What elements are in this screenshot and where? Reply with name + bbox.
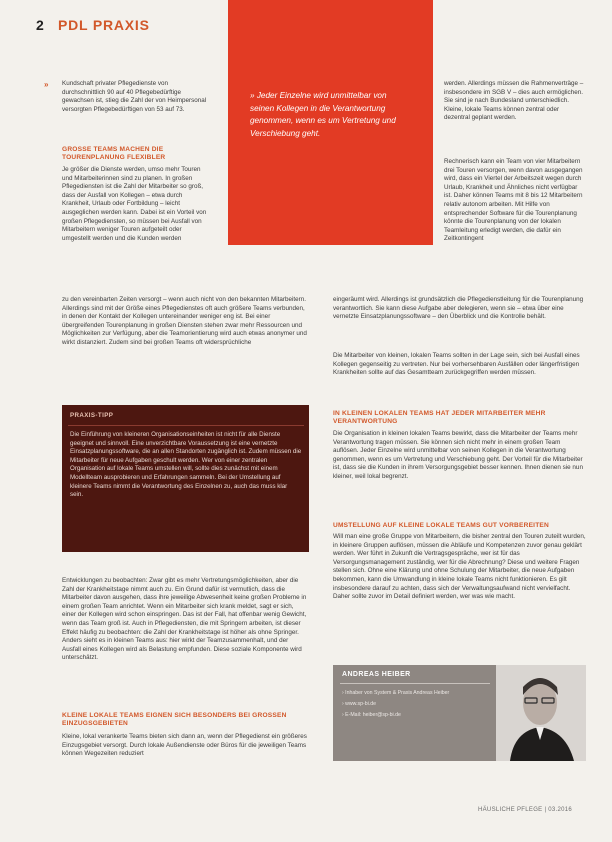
heading-grosse-teams: GROSSE TEAMS MACHEN DIE TOURENPLANUNG FLEXIBLER: [62, 146, 166, 162]
wide-para-2: eingeräumt wird. Allerdings ist grundsätzlich die Pflegedienstleitung für die Tourenplanung verantwortlich. Sie kann diese Aufgabe aber delegieren, wenn sie – etwa über eine vernetzte Einsatzplanungssoftware – den Überblick und die Kontrolle behält.: [333, 296, 584, 321]
section-title: PDL PRAXIS: [58, 17, 150, 33]
page-number: 2: [36, 17, 44, 33]
para-mehr-verantwortung: Die Organisation in kleinen lokalen Teams bewirkt, dass die Mitarbeiter der Teams mehr Verantwortung tragen müssen. Sie können sich nicht mehr in einem großen Team auflösen. Jeder Einzelne wird unmittelbar von seinen Kollegen in die Verantwortung genommen, wenn es um Vertretung und Verschiebung geht. Der Vorteil für die Mitarbeiter ist, dass sie die Kunden in ihrem Versorgungsgebiet besser kennen. Ihnen dienen sie nun kleiner, weil lokal begrenzt.: [333, 430, 583, 480]
col1-para: Je größer die Dienste werden, umso mehr Touren und Mitarbeiterinnen sind zu planen. In großen Pflegediensten ist die Zahl der Mitarbeiter so groß, dass der Ausfall von Kollegen – etwa durch Krankheit, Urlaub oder Fortbildung – leicht ausgeglichen werden kann. Dabei ist ein Vorteil von großen Pflegediensten, so müssen bei Ausfall von Mitarbeitern weniger Touren aufgeteilt oder umgestellt werden und die Kunden werden: [62, 166, 207, 242]
praxis-tipp-heading: PRAXIS-TIPP: [70, 412, 114, 419]
author-portrait: [496, 665, 586, 761]
wide-para-1: zu den vereinbarten Zeiten versorgt – wenn auch nicht von den bekannten Mitarbeitern. Allerdings sind mit der Größe eines Pflegedienstes oft auch größere Teams verbunden, in denen der Kontakt der Kollegen untereinander weniger eng ist. Bei einer übergreifenden Tourenplanung in großen Diensten stehen zwar mehr Ressourcen und Möglichkeiten zur Verfügung, aber die Teamorientierung wird auch etwas anonymer und wirkt distanziert. Zudem sind bei großen Teams oft widersprüchliche: [62, 296, 307, 346]
praxis-tipp-text: Die Einführung von kleineren Organisationseinheiten ist nicht für alle Dienste geeignet und sinnvoll. Eine unverzichtbare Voraussetzung ist eine vernetzte Einsatzplanungssoftware, die an allen Standorten zugänglich ist. Zudem müssen die Mitarbeiter für neue Aufgaben geschult werden. Wer von einer zentralen Organisation auf lokale Teams umstellen will, sollte dies zunächst mit einem Modellteam ausprobieren und Erfahrungen sammeln. Bei der Umstellung auf kleinere Teams nimmt die Verantwortung des Einzelnen zu, auch das muss klar sein.: [70, 431, 302, 499]
author-website[interactable]: › www.sp-bi.de: [342, 701, 377, 707]
heading-mehr-verantwortung: IN KLEINEN LOKALEN TEAMS HAT JEDER MITARBEITER MEHR VERANTWORTUNG: [333, 410, 546, 426]
heading-umstellung: UMSTELLUNG AUF KLEINE LOKALE TEAMS GUT VORBEREITEN: [333, 522, 549, 529]
intro-marker: »: [44, 80, 49, 89]
heading-kleine-teams: KLEINE LOKALE TEAMS EIGNEN SICH BESONDERS BEI GROSSEN EINZUGSGEBIETEN: [62, 712, 287, 728]
page-footer: HÄUSLICHE PFLEGE | 03.2016: [478, 807, 573, 813]
col3-top: werden. Allerdings müssen die Rahmenverträge – insbesondere im SGB V – dies auch ermöglichen. Sie sind je nach Bundesland unterschiedlich. Kleine, lokale Teams können zentral oder dezentral geplant werden.: [444, 80, 584, 122]
col1-intro: Kundschaft privater Pflegedienste von durchschnittlich 90 auf 40 Pflegebedürftige gewachsen ist, stieg die Zahl der von Heimpersonal versorgten Pflegebedürftigen von 53 auf 73.: [62, 80, 207, 113]
wide-para-3: Die Mitarbeiter von kleinen, lokalen Teams sollten in der Lage sein, sich bei Ausfall eines Kollegen gegenseitig zu vertreten. Nur bei vorhersehbaren Ausfällen oder längerfristigen Krankheiten sollte auf das Gesamtteam zurückgegriffen werden müssen.: [333, 352, 580, 377]
para-umstellung: Will man eine große Gruppe von Mitarbeitern, die bisher zentral den Touren zuteilt wurden, in kleinere Gruppen auflösen, müssen die Abläufe und Kompetenzen zuvor genau geklärt werden. Wer führt in Zukunft die Vertragsgespräche, wer ist für das Versorgungsmanagement zuständig, wer für die Abrechnung? Diese und weitere Fragen stellen sich. Ohne eine Klärung und ohne Schulung der Mitarbeiter, die neue Aufgaben bekommen, kann die Umwandlung in kleine lokale Teams nicht funktionieren. Es gilt insbesondere darauf zu achten, dass sich der Verwaltungsaufwand nicht vervielfacht. Daher sollte zuvor im Detail definiert werden, wer was wie macht.: [333, 533, 586, 601]
author-name: ANDREAS HEIBER: [342, 671, 411, 678]
author-role: › Inhaber von System & Praxis Andreas Heiber: [342, 690, 450, 696]
divider: [340, 683, 490, 684]
author-email[interactable]: › E-Mail: heiber@sp-bi.de: [342, 712, 401, 718]
left-bottom-para: Entwicklungen zu beobachten: Zwar gibt es mehr Vertretungsmöglichkeiten, aber die Zahl der Krankheitstage nimmt auch zu. Ein Grund dafür ist vermutlich, dass die Mitarbeiter davon ausgehen, dass ihre jeweilige Abwesenheit keine großen Probleme in einem großen Team anrichtet. Wenn ein Mitarbeiter sich krank meldet, sagt er sich, einer der Kollegen wird schon einspringen. Das ist der Fall, hat offenbar wenig Gewicht, wenn das Team groß ist. Auch in Pflegediensten, die mit Springern arbeiten, ist dieser Effekt häufig zu beobachten: die Zahl der Krankheitstage ist höher als ohne Springer. Anders sieht es in kleinen Teams aus: hier wirkt der Teamzusammenhalt, und der Ausfall eines Kollegen wird als Belastung empfunden. Diese soziale Komponente wird unterschätzt.: [62, 577, 307, 662]
divider: [68, 425, 304, 426]
left-bottom-para2: Kleine, lokal verankerte Teams bieten sich dann an, wenn der Pflegedienst ein größeres Einzugsgebiet versorgt. Durch lokale Außendienste oder Büros für die jeweiligen Teams können Wegezeiten reduziert: [62, 733, 307, 758]
col3-para: Rechnerisch kann ein Team von vier Mitarbeitern drei Touren versorgen, wenn davon ausgegangen wird, dass ein Viertel der Arbeitszeit wegen durch Urlaub, Krankheit und Ähnliches nicht verfügbar ist. Daher können Teams mit 8 bis 12 Mitarbeitern relativ autonom arbeiten. Mit Hilfe von entsprechender Software für die Tourenplanung könnte die Tourenplanung von der lokalen Teamleitung erledigt werden, die dafür ein Zeitkontingent: [444, 158, 583, 243]
pull-quote: » Jeder Einzelne wird unmittelbar von seinen Kollegen in die Verantwortung genommen, wenn es um Vertretung und Verschiebung geht.: [250, 91, 396, 138]
